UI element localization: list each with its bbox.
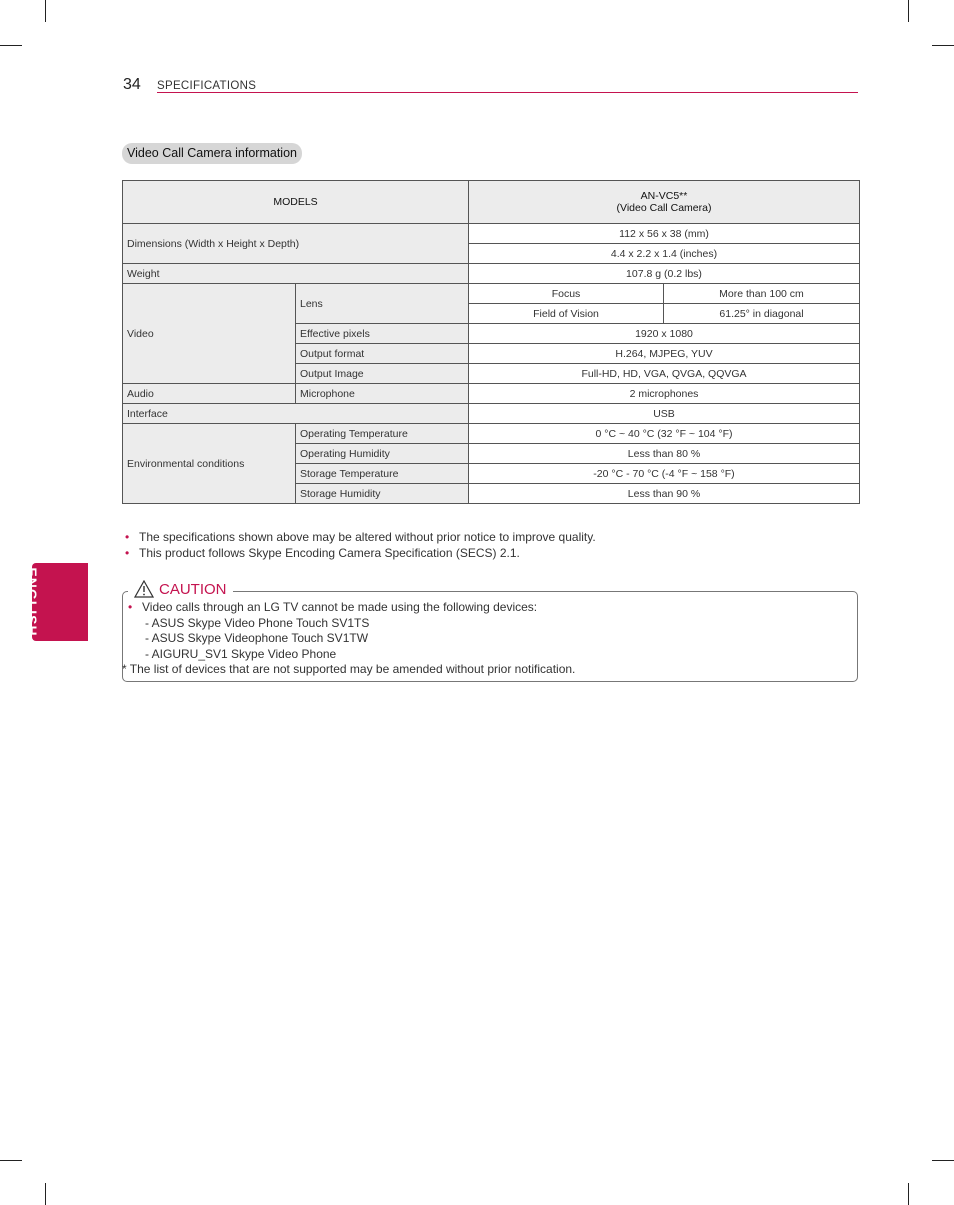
- crop-mark: [45, 0, 46, 22]
- header-rule: [157, 92, 858, 93]
- table-row: [123, 224, 860, 244]
- cell-value: USB: [469, 404, 860, 424]
- sub-label: Lens: [296, 284, 469, 324]
- cell-value: 112 x 56 x 38 (mm): [469, 224, 860, 244]
- cell-value: 4.4 x 2.2 x 1.4 (inches): [469, 244, 860, 264]
- sub-label: Effective pixels: [296, 324, 469, 344]
- table-row: [123, 181, 860, 224]
- language-tab: [24, 563, 88, 641]
- table-row: [123, 284, 860, 304]
- sub-label: Storage Humidity: [296, 484, 469, 504]
- model-desc: (Video Call Camera): [616, 202, 712, 214]
- cell-value: Less than 90 %: [469, 484, 860, 504]
- language-tab-label: ENGLISH: [24, 567, 40, 637]
- caution-title: CAUTION: [159, 580, 227, 598]
- models-header: MODELS: [123, 181, 469, 224]
- crop-mark: [908, 0, 909, 22]
- bullet-icon: •: [125, 530, 130, 544]
- sub-label: Operating Temperature: [296, 424, 469, 444]
- cell-value: 0 °C ~ 40 °C (32 °F ~ 104 °F): [469, 424, 860, 444]
- crop-mark: [45, 1183, 46, 1205]
- crop-mark: [932, 45, 954, 46]
- row-label: Video: [123, 284, 296, 384]
- warning-triangle-icon: [134, 580, 154, 598]
- row-label: Dimensions (Width x Height x Depth): [123, 224, 469, 264]
- list-item: • This product follows Skype Encoding Camera Specification (SECS) 2.1.: [125, 545, 520, 560]
- cell-value: H.264, MJPEG, YUV: [469, 344, 860, 364]
- sub-label: Output Image: [296, 364, 469, 384]
- row-label: Environmental conditions: [123, 424, 296, 504]
- cell-value: More than 100 cm: [664, 284, 860, 304]
- section-title: Video Call Camera information: [122, 143, 302, 164]
- sub-label: Operating Humidity: [296, 444, 469, 464]
- model-header: [469, 181, 860, 224]
- page-number: 34: [123, 76, 141, 93]
- row-label: Audio: [123, 384, 296, 404]
- device-item: - ASUS Skype Videophone Touch SV1TW: [145, 631, 369, 645]
- list-item: • The specifications shown above may be altered without prior notice to improve quality.: [125, 530, 596, 544]
- sub-label: Storage Temperature: [296, 464, 469, 484]
- table-row: [123, 404, 860, 424]
- cell-value: Field of Vision: [469, 304, 664, 324]
- table-row: [123, 424, 860, 444]
- cell-value: 1920 x 1080: [469, 324, 860, 344]
- sub-label: Microphone: [296, 384, 469, 404]
- caution-footnote: * The list of devices that are not supported may be amended without prior notification.: [122, 662, 576, 676]
- device-item: - ASUS Skype Video Phone Touch SV1TS: [145, 615, 370, 630]
- table-row: [123, 384, 860, 404]
- device-item: - AIGURU_SV1 Skype Video Phone: [145, 646, 337, 661]
- cell-value: 61.25° in diagonal: [664, 304, 860, 324]
- cell-value: 107.8 g (0.2 lbs): [469, 264, 860, 284]
- section-header: SPECIFICATIONS: [157, 80, 257, 92]
- model-name: AN-VC5**: [640, 190, 688, 202]
- notes-list: [125, 530, 596, 561]
- caution-header: [128, 579, 233, 599]
- crop-mark: [932, 1160, 954, 1161]
- cell-value: Focus: [469, 284, 664, 304]
- crop-mark: [0, 1160, 22, 1161]
- bullet-icon: •: [125, 545, 130, 560]
- spec-table: [122, 180, 860, 504]
- cell-value: 2 microphones: [469, 384, 860, 404]
- list-item: • Video calls through an LG TV cannot be made using the following devices:: [128, 600, 538, 614]
- crop-mark: [908, 1183, 909, 1205]
- cell-value: Full-HD, HD, VGA, QVGA, QQVGA: [469, 364, 860, 384]
- bullet-icon: •: [128, 600, 133, 614]
- table-row: [123, 264, 860, 284]
- cell-value: Less than 80 %: [469, 444, 860, 464]
- crop-mark: [0, 45, 22, 46]
- row-label: Interface: [123, 404, 469, 424]
- caution-body: [122, 600, 576, 678]
- cell-value: -20 °C - 70 °C (-4 °F ~ 158 °F): [469, 464, 860, 484]
- sub-label: Output format: [296, 344, 469, 364]
- row-label: Weight: [123, 264, 469, 284]
